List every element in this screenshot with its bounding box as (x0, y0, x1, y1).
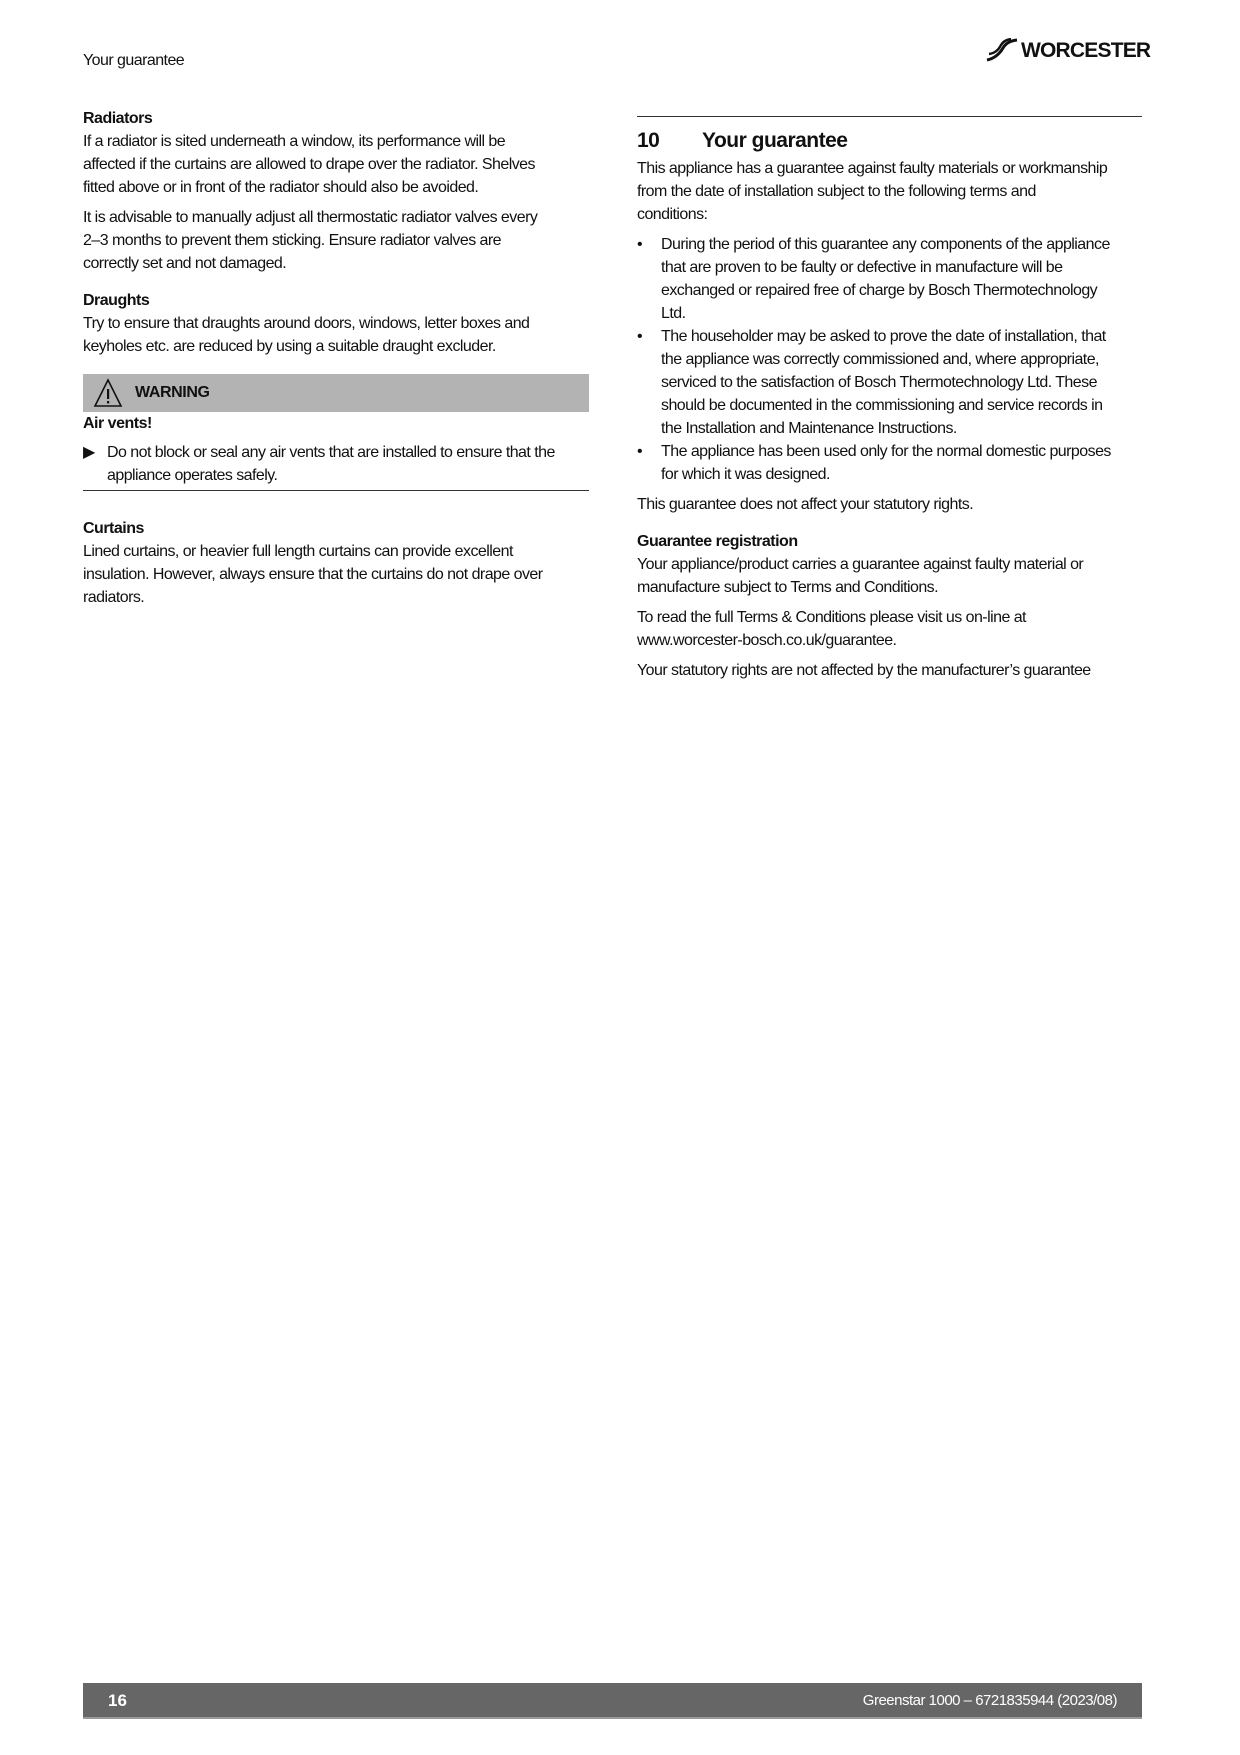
warning-title: Air vents! (83, 415, 152, 432)
text-line: for which it was designed. (661, 466, 830, 483)
warning-banner (83, 374, 589, 412)
triangle-bullet-icon: ▶ (83, 444, 95, 461)
text-line: from the date of installation subject to the following terms and (637, 183, 1036, 200)
running-header: Your guarantee (83, 52, 185, 69)
paragraph (637, 606, 1142, 652)
text-line: conditions: (637, 206, 708, 223)
bullet-text (661, 233, 1110, 325)
paragraph (83, 206, 589, 275)
text-line: www.worcester-bosch.co.uk/guarantee. (637, 632, 897, 649)
text-line: serviced to the satisfaction of Bosch Thermotechnology Ltd. These (661, 374, 1097, 391)
text-line: affected if the curtains are allowed to drape over the radiator. Shelves (83, 156, 535, 173)
warning-block (83, 412, 589, 491)
paragraph (83, 130, 589, 199)
text-line: The appliance has been used only for the normal domestic purposes (661, 443, 1111, 460)
text-line: exchanged or repaired free of charge by Bosch Thermotechnology (661, 282, 1098, 299)
text-line: Ltd. (661, 305, 686, 322)
heading-radiators: Radiators (83, 110, 153, 127)
text-line: Your appliance/product carries a guarantee against faulty material or (637, 556, 1084, 573)
bullet-item (637, 233, 1142, 325)
text-line: should be documented in the commissioning and service records in (661, 397, 1103, 414)
bullet-dot-icon: • (637, 443, 643, 460)
text-line: insulation. However, always ensure that the curtains do not drape over (83, 566, 543, 583)
paragraph (83, 312, 589, 358)
text-line: correctly set and not damaged. (83, 255, 287, 272)
text-line: keyholes etc. are reduced by using a suitable draught excluder. (83, 338, 496, 355)
heading-registration: Guarantee registration (637, 533, 798, 550)
text-line: Lined curtains, or heavier full length curtains can provide excellent (83, 543, 513, 560)
paragraph (637, 157, 1142, 226)
text-line: that are proven to be faulty or defective in manufacture will be (661, 259, 1063, 276)
text-line: Do not block or seal any air vents that are installed to ensure that the (107, 444, 555, 461)
page-number: 16 (108, 1691, 127, 1710)
text-line: This appliance has a guarantee against faulty materials or workmanship (637, 160, 1108, 177)
text-line: If a radiator is sited underneath a window, its performance will be (83, 133, 506, 150)
logo-wordmark: WORCESTER (1021, 39, 1151, 62)
bullet-text (661, 325, 1106, 440)
warning-label: WARNING (135, 384, 210, 401)
text-line: appliance operates safely. (107, 467, 278, 484)
worcester-swoosh-icon (985, 38, 1019, 64)
text-line: Your statutory rights are not affected by the manufacturer’s guarantee (637, 662, 1091, 679)
paragraph (637, 553, 1142, 599)
text-line: manufacture subject to Terms and Conditions. (637, 579, 939, 596)
text-line: To read the full Terms & Conditions please visit us on-line at (637, 609, 1026, 626)
heading-draughts: Draughts (83, 292, 150, 309)
section-number: 10 (637, 129, 660, 152)
bullet-item (637, 325, 1142, 440)
warning-item (83, 441, 589, 487)
bullet-item (637, 440, 1142, 486)
right-column (637, 116, 1142, 689)
worcester-logo (985, 38, 1150, 64)
bullet-text (661, 440, 1111, 486)
paragraph (83, 540, 589, 609)
text-line: The householder may be asked to prove the date of installation, that (661, 328, 1106, 345)
text-line: the appliance was correctly commissioned and, where appropriate, (661, 351, 1099, 368)
bullet-list (637, 233, 1142, 486)
document-id: Greenstar 1000 – 6721835944 (2023/08) (862, 1692, 1117, 1709)
text-line: This guarantee does not affect your statutory rights. (637, 496, 974, 513)
bullet-dot-icon: • (637, 236, 643, 253)
text-line: Try to ensure that draughts around doors, windows, letter boxes and (83, 315, 530, 332)
text-line: fitted above or in front of the radiator should also be avoided. (83, 179, 479, 196)
heading-curtains: Curtains (83, 520, 144, 537)
text-line: 2–3 months to prevent them sticking. Ensure radiator valves are (83, 232, 502, 249)
paragraph (637, 493, 1142, 516)
section-title (637, 127, 1142, 155)
warning-triangle-icon (93, 378, 123, 408)
left-column (83, 107, 589, 616)
text-line: During the period of this guarantee any components of the appliance (661, 236, 1110, 253)
text-line: It is advisable to manually adjust all thermostatic radiator valves every (83, 209, 538, 226)
page-footer (83, 1683, 1142, 1719)
text-line: the Installation and Maintenance Instructions. (661, 420, 957, 437)
warning-item-text (107, 441, 555, 487)
text-line: radiators. (83, 589, 145, 606)
paragraph (637, 659, 1142, 682)
bullet-dot-icon: • (637, 328, 643, 345)
section-title-text: Your guarantee (702, 129, 848, 152)
